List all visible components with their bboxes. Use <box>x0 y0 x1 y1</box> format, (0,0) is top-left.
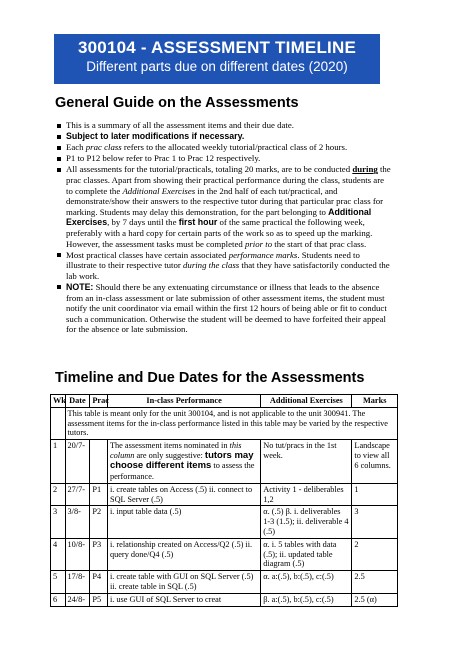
general-guide-heading: General Guide on the Assessments <box>55 95 299 111</box>
timeline-table-wrapper <box>50 394 398 607</box>
table-note: This table is meant only for the unit 300104, and is not applicable to the unit 300941. The assessment items for the in-class performance listed in this table may be varied by the respective tutors. <box>65 407 398 439</box>
document-title: 300104 - ASSESSMENT TIMELINE <box>78 38 356 57</box>
list-item: NOTE: Should there be any extenuating circumstance or illness that leads to the absence from an in-class assessment or late submission of other assessment items, the student must notify the unit coordinator via email within the first 12 hours of being able or fit to conduct such a communication. Otherwise the student will be deemed to have forfeited their appeal for the absence or late submission. <box>57 282 392 335</box>
header-date: Date <box>65 395 90 408</box>
list-item: This is a summary of all the assessment items and their due date. <box>57 120 392 131</box>
header-wk: Wk <box>51 395 66 408</box>
header-prac: Prac <box>90 395 108 408</box>
list-item: Most practical classes have certain associated performance marks. Students need to illustrate to their respective tutor during the class that they have satisfactorily conducted the lab work. <box>57 250 392 282</box>
list-item: All assessments for the tutorial/practicals, totaling 20 marks, are to be conducted during the prac classes. Apart from showing their practical performance during the class, students are to complete the Additional Exercises in the 2nd half of each tut/practical, and demonstrate/show their answers to the respective tutor during that particular prac class for marking. Students may delay this demonstration, for the part belonging to Additional Exercises, by 7 days until the first hour of the same practical the following week, preferably with a hard copy for certain parts of the work so as to speed up the marking. However, the assessment tasks must be completed prior to the start of that prac class. <box>57 164 392 249</box>
table-row: 4 10/8- P3 i. relationship created on Access/Q2 (.5) ii. query done/Q4 (.5) α. i. 5 tables with data (.5); ii. updated table diagram (.5) 2 <box>51 538 398 570</box>
table-row: 5 17/8- P4 i. create table with GUI on SQL Server (.5) ii. create table in SQL (.5) α. a:(.5), b:(.5), c:(.5) 2.5 <box>51 571 398 594</box>
list-item: P1 to P12 below refer to Prac 1 to Prac 12 respectively. <box>57 153 392 164</box>
performance-cell: The assessment items nominated in this column are only suggestive: tutors may choose different items to assess the performance. <box>107 440 260 484</box>
header-marks: Marks <box>352 395 398 408</box>
timeline-heading: Timeline and Due Dates for the Assessments <box>55 370 365 386</box>
timeline-table <box>50 394 398 607</box>
table-row: 3 3/8- P2 i. input table data (.5) α. (.5) β. i. deliverables 1-3 (1.5); ii. deliverable 4 (.5) 3 <box>51 506 398 538</box>
general-guide-list <box>57 120 392 335</box>
table-row: 6 24/8- P5 i. use GUI of SQL Server to creat β. a:(.5), b:(.5), c:(.5) 2.5 (α) <box>51 593 398 606</box>
table-row: 2 27/7- P1 i. create tables on Access (.5) ii. connect to SQL Server (.5) Activity 1 - deliberables 1,2 1 <box>51 483 398 506</box>
header-additional: Additional Exercises <box>261 395 352 408</box>
list-item: Each prac class refers to the allocated weekly tutorial/practical class of 2 hours. <box>57 142 392 153</box>
header-performance: In-class Performance <box>107 395 260 408</box>
title-banner <box>54 34 380 84</box>
table-header-row <box>51 395 398 408</box>
list-item: Subject to later modifications if necessary. <box>57 131 392 142</box>
table-note-row <box>51 407 398 439</box>
table-row: 1 20/7- The assessment items nominated in this column are only suggestive: tutors may choose different items to assess the performance. No tut/pracs in the 1st week. Landscape to view all 6 columns. <box>51 440 398 484</box>
document-subtitle: Different parts due on different dates (2020) <box>86 59 348 74</box>
